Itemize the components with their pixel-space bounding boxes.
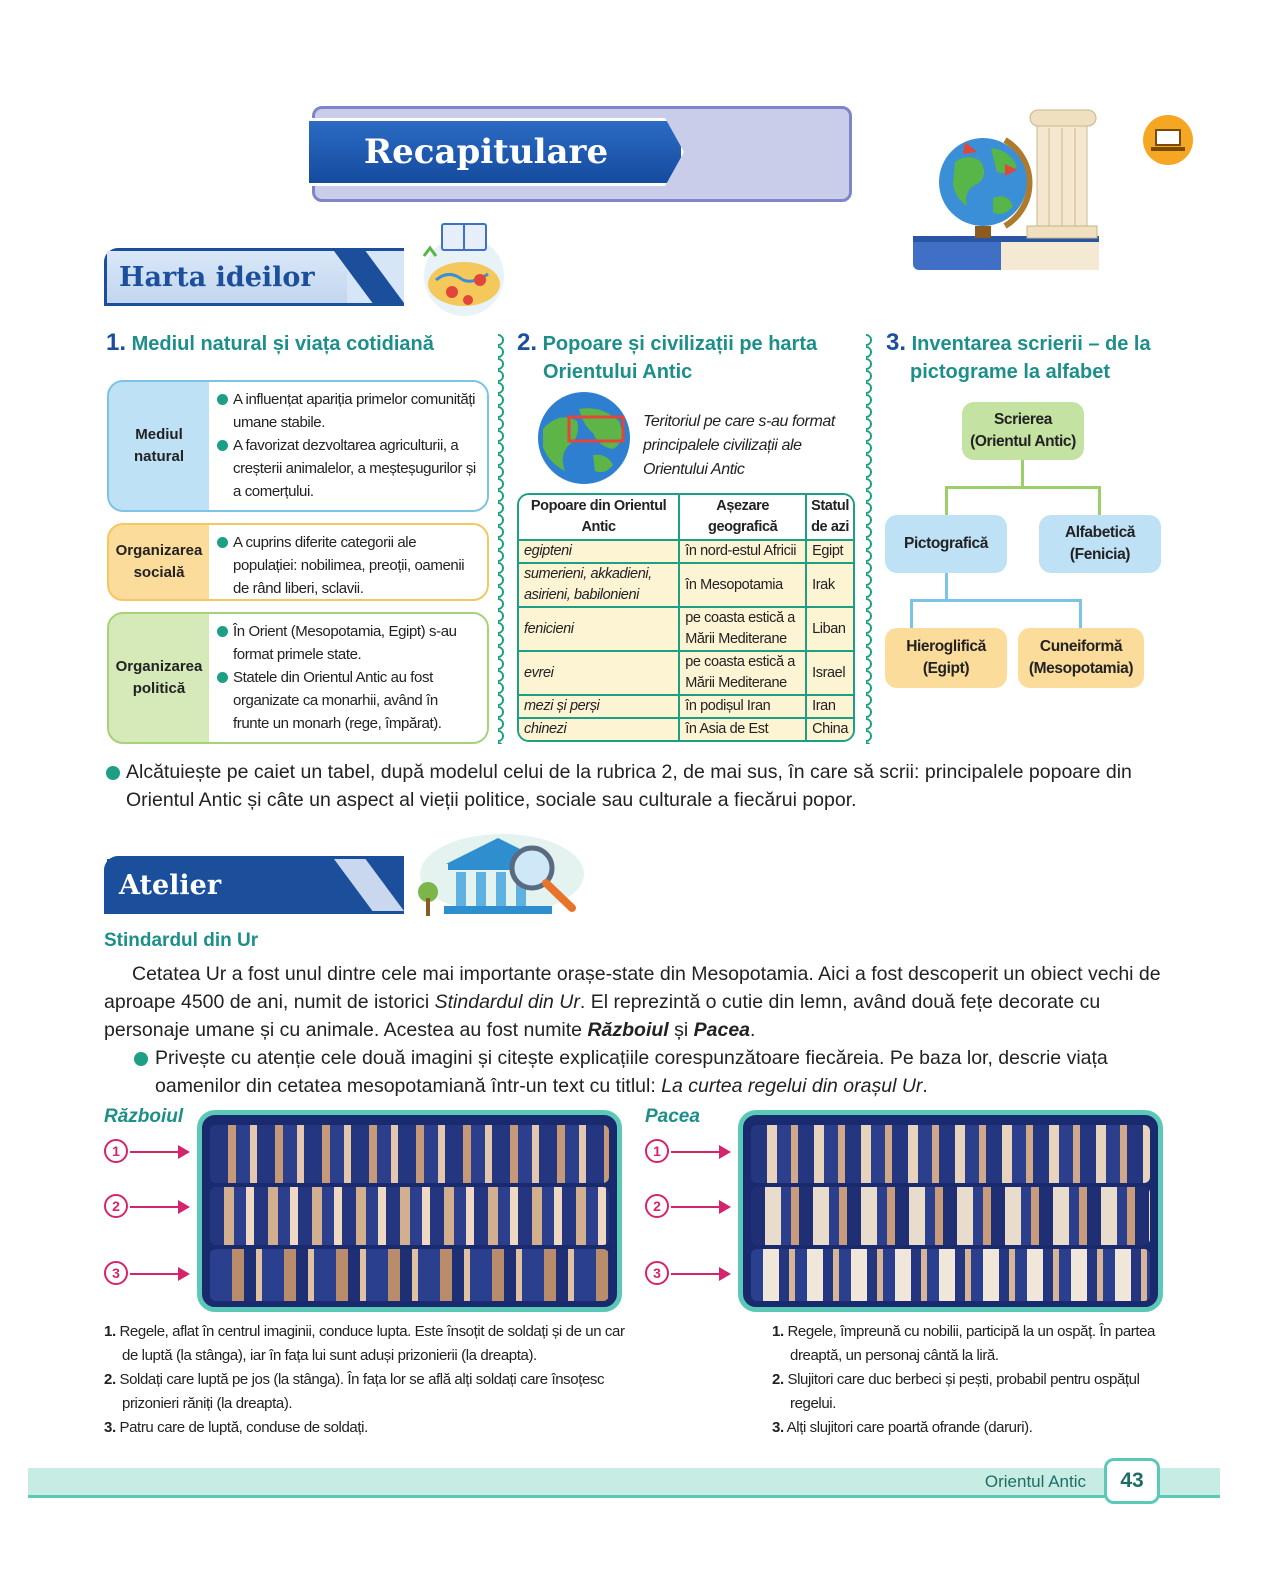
section-title-atelier: Atelier bbox=[119, 870, 222, 901]
caption-item: 1. Regele, împreună cu nobilii, participă la un ospăț. În partea dreaptă, un personaj cântă la liră. bbox=[772, 1323, 1156, 1364]
caption-item: 3. Alți slujitori care poartă ofrande (daruri). bbox=[772, 1419, 1033, 1436]
caption-item: 2. Soldați care luptă pe jos (la stânga). În fața lor se află alți soldați care însoțesc prizonieri răniți (la dreapta). bbox=[104, 1371, 605, 1412]
table-row bbox=[519, 607, 853, 651]
caption-item: 2. Slujitori care duc berbeci și pești, probabil pentru ospățul regelui. bbox=[772, 1371, 1140, 1412]
page-title: Recapitulare bbox=[363, 132, 609, 172]
col3-heading-text-2: pictograme la alfabet bbox=[910, 361, 1111, 383]
column-divider bbox=[866, 334, 876, 744]
node-cuneiforma: Cuneiformă (Mesopotamia) bbox=[1018, 628, 1144, 688]
list-item: Statele din Orientul Antic au fost organizate ca monarhii, având în frunte un monarh (rege, împărat). bbox=[217, 666, 477, 735]
table-cell: fenicieni bbox=[519, 607, 679, 651]
table-cell: Irak bbox=[806, 563, 853, 607]
tree-connector bbox=[945, 486, 948, 516]
box-label: Organizarea politică bbox=[115, 658, 203, 697]
tree-connector bbox=[910, 599, 1082, 602]
tree-connector bbox=[1079, 599, 1082, 629]
globe-column-icon bbox=[905, 108, 1105, 276]
col1-heading bbox=[106, 329, 496, 358]
table-cell: în Asia de Est bbox=[679, 718, 806, 740]
bullet-icon bbox=[106, 766, 120, 780]
col1-heading-text: Mediul natural și viața cotidiană bbox=[131, 333, 434, 355]
table-cell: egipteni bbox=[519, 540, 679, 563]
section-header-atelier bbox=[104, 856, 404, 914]
col2-heading bbox=[517, 329, 862, 386]
col2-heading-text-2: Orientului Antic bbox=[543, 361, 693, 383]
box-organizarea-sociala bbox=[107, 523, 489, 601]
table-cell: pe coasta estică a Mării Mediterane bbox=[679, 607, 806, 651]
table-cell: Iran bbox=[806, 695, 853, 718]
node-hieroglifica: Hieroglifică (Egipt) bbox=[885, 628, 1007, 688]
museum-magnifier-icon bbox=[412, 828, 594, 920]
war-captions bbox=[104, 1320, 634, 1440]
peace-marker-3: 3 bbox=[645, 1261, 669, 1285]
war-label: Războiul bbox=[104, 1106, 184, 1127]
box-mediul-natural bbox=[107, 380, 489, 512]
box-label: Organizarea socială bbox=[115, 542, 203, 581]
peace-image bbox=[738, 1110, 1163, 1312]
footer-line bbox=[28, 1495, 1220, 1498]
table-cell: Liban bbox=[806, 607, 853, 651]
table-cell: evrei bbox=[519, 651, 679, 695]
col2-number: 2. bbox=[517, 329, 538, 356]
war-marker-3: 3 bbox=[104, 1261, 128, 1285]
table-row bbox=[519, 651, 853, 695]
table-cell: Israel bbox=[806, 651, 853, 695]
table-cell: în nord-estul Africii bbox=[679, 540, 806, 563]
section-title-map: Harta ideilor bbox=[119, 262, 315, 293]
bullet-icon bbox=[134, 1052, 148, 1066]
box-body bbox=[209, 382, 487, 510]
node-alfabetica: Alfabetică (Fenicia) bbox=[1039, 515, 1161, 573]
table-row bbox=[519, 695, 853, 718]
col3-heading-text: Inventarea scrierii – de la bbox=[911, 333, 1151, 355]
section-header-map bbox=[104, 248, 404, 306]
task-1: Alcătuiește pe caiet un tabel, după modelul celui de la rubrica 2, de mai sus, în care să scrii: principalele popoare din Orientul Antic și câte un aspect al vieții politice, sociale sau culturale a fiecărui popor. bbox=[126, 761, 1132, 811]
col3-heading bbox=[886, 329, 1176, 386]
table-row bbox=[519, 718, 853, 740]
peace-label: Pacea bbox=[645, 1106, 700, 1127]
globe-caption: Teritoriul pe care s-au format principalele civilizații ale Orientului Antic bbox=[643, 413, 835, 478]
tree-connector bbox=[1021, 460, 1024, 487]
table-cell: Egipt bbox=[806, 540, 853, 563]
table-cell: China bbox=[806, 718, 853, 740]
tree-connector bbox=[945, 486, 1101, 489]
book-map-icon bbox=[414, 220, 514, 318]
tree-connector bbox=[945, 572, 948, 600]
table-cell: mezi și perși bbox=[519, 695, 679, 718]
node-pictografica: Pictografică bbox=[885, 515, 1007, 573]
table-row bbox=[519, 563, 853, 607]
box-organizarea-politica bbox=[107, 612, 489, 744]
node-scrierea: Scrierea (Orientul Antic) bbox=[962, 402, 1084, 460]
tree-connector bbox=[910, 599, 913, 629]
peace-marker-1: 1 bbox=[645, 1139, 669, 1163]
table-cell: în Mesopotamia bbox=[679, 563, 806, 607]
list-item: A favorizat dezvoltarea agriculturii, a creșterii animalelor, a meșteșugurilor și a comerțului. bbox=[217, 434, 477, 503]
col2-heading-text: Popoare și civilizații pe harta bbox=[542, 333, 818, 355]
table-cell: pe coasta estică a Mării Mediterane bbox=[679, 651, 806, 695]
box-body bbox=[209, 525, 487, 599]
table-header: Popoare din Orientul Antic bbox=[519, 495, 679, 540]
arrow-icon bbox=[671, 1206, 729, 1208]
arrow-icon bbox=[130, 1206, 188, 1208]
war-marker-1: 1 bbox=[104, 1139, 128, 1163]
page-number: 43 bbox=[1104, 1458, 1160, 1504]
footer-chapter: Orientul Antic bbox=[984, 1472, 1086, 1491]
atelier-subtitle: Stindardul din Ur bbox=[104, 930, 259, 951]
box-body bbox=[209, 614, 487, 742]
caption-item: 1. Regele, aflat în centrul imaginii, conduce lupta. Este însoțit de soldați și de un car de luptă (la stânga), iar în fața lui sunt aduși prizonierii (la dreapta). bbox=[104, 1323, 625, 1364]
table-header: Statul de azi bbox=[806, 495, 853, 540]
table-row bbox=[519, 540, 853, 563]
column-divider bbox=[498, 334, 508, 744]
tree-connector bbox=[1098, 486, 1101, 516]
war-marker-2: 2 bbox=[104, 1194, 128, 1218]
col1-number: 1. bbox=[106, 329, 127, 356]
col3-number: 3. bbox=[886, 329, 907, 356]
peoples-table bbox=[517, 493, 855, 742]
list-item: A influențat apariția primelor comunități umane stabile. bbox=[217, 388, 477, 434]
arrow-icon bbox=[130, 1273, 188, 1275]
table-cell: sumerieni, akkadieni, asirieni, babilonieni bbox=[519, 563, 679, 607]
laptop-icon[interactable] bbox=[1143, 115, 1193, 165]
arrow-icon bbox=[671, 1151, 729, 1153]
arrow-icon bbox=[130, 1151, 188, 1153]
list-item: A cuprins diferite categorii ale populației: nobilimea, preoții, oamenii de rând liberi, sclavii. bbox=[217, 531, 477, 600]
task-2: Privește cu atenție cele două imagini și citește explicațiile corespunzătoare fiecăreia. Pe baza lor, descrie viața oamenilor din cetatea mesopotamiană într-un text cu titlul: La curtea regelui din orașul Ur. bbox=[155, 1047, 1108, 1097]
caption-item: 3. Patru care de luptă, conduse de soldați. bbox=[104, 1419, 368, 1436]
list-item: În Orient (Mesopotamia, Egipt) s-au format primele state. bbox=[217, 620, 477, 666]
peace-captions bbox=[772, 1320, 1164, 1440]
atelier-paragraph: Cetatea Ur a fost unul dintre cele mai importante orașe-state din Mesopotamia. Aici a fost descoperit un obiect vechi de aproape 4500 de ani, numit de istorici Stindardul din Ur. El reprezintă o cutie din lemn, având două fețe decorate cu personaje umane și cu animale. Acestea au fost numite Războiul și Pacea. bbox=[104, 963, 1161, 1041]
table-cell: chinezi bbox=[519, 718, 679, 740]
war-image bbox=[197, 1110, 622, 1312]
peace-marker-2: 2 bbox=[645, 1194, 669, 1218]
arrow-icon bbox=[671, 1273, 729, 1275]
box-label: Mediul natural bbox=[133, 426, 184, 465]
table-header: Așezare geografică bbox=[679, 495, 806, 540]
globe-icon bbox=[535, 389, 633, 487]
table-cell: în podișul Iran bbox=[679, 695, 806, 718]
